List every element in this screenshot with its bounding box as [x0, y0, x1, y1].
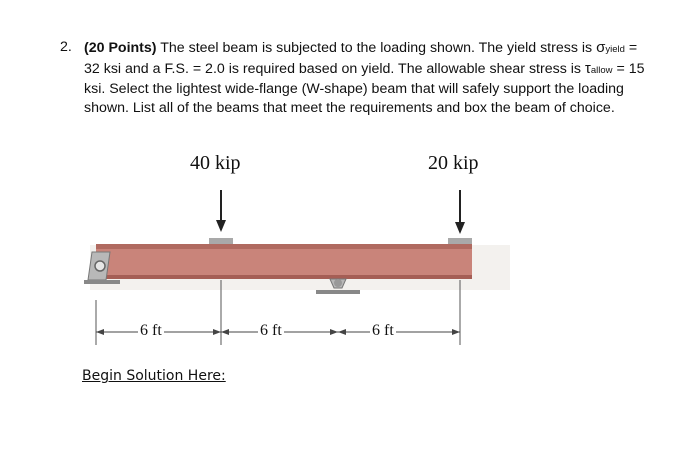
steel-beam	[96, 244, 472, 279]
load-label-left: 40 kip	[190, 152, 241, 174]
problem-text-2: = 32 ksi and a F.S. = 2.0 is required based on yield. The allowable shear stress is	[84, 40, 638, 77]
beam-figure	[80, 140, 520, 350]
problem-body	[84, 38, 650, 118]
problem-number: 2.	[60, 39, 72, 55]
tau-subscript: allow	[590, 65, 613, 76]
dim-label-1: 6 ft	[140, 322, 162, 339]
dim-label-3: 6 ft	[372, 322, 394, 339]
load-arrow-right	[455, 190, 465, 234]
load-label-right: 20 kip	[428, 152, 479, 174]
load-plate-right	[448, 238, 472, 244]
beam-diagram	[80, 140, 520, 350]
sigma-subscript: yield	[605, 44, 625, 55]
sigma-symbol: σ	[596, 39, 606, 56]
begin-solution-label: Begin Solution Here:	[82, 368, 226, 384]
dim-label-2: 6 ft	[260, 322, 282, 339]
problem-text-1: The steel beam is subjected to the loading shown. The yield stress is	[156, 40, 597, 56]
load-plate-left	[209, 238, 233, 244]
tau-symbol: τ	[584, 60, 591, 77]
problem-points: (20 Points)	[84, 40, 157, 56]
problem-statement	[60, 38, 650, 118]
load-arrow-left	[216, 190, 226, 232]
problem-text-3: = 15 ksi. Select the lightest wide-flange (W-shape) beam that will safely support the loading shown. List all of the beams that meet the requirements and box the beam of choice.	[84, 61, 645, 116]
